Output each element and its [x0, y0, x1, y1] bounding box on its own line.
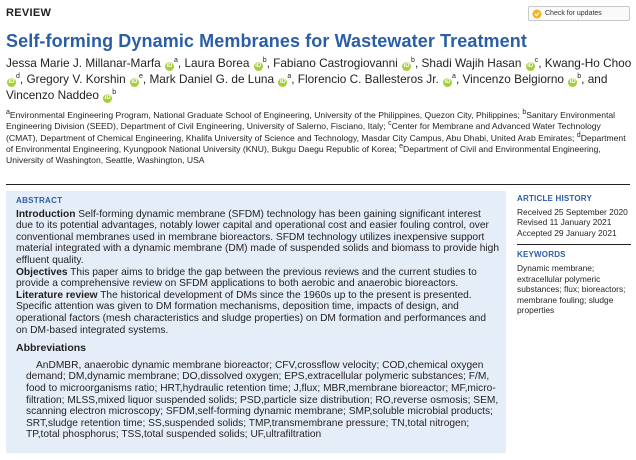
abstract-box	[6, 191, 506, 453]
sidebar-divider	[517, 244, 631, 245]
author-name[interactable]: Vincenzo Naddeo $iD^b$	[6, 88, 117, 102]
author-name[interactable]: Mark Daniel G. de Luna $iD^a$	[149, 72, 292, 86]
orcid-icon[interactable]: iD	[255, 63, 262, 69]
affiliation-text: Sanitary Environmental Engineering Division (SEED), Department of Civil Engineering, University of Salerno, Fisciano, Italy;	[6, 110, 616, 132]
author-name[interactable]: Shadi Wajih Hasan $iD^c$	[421, 56, 539, 70]
affiliation-text: Environmental Engineering Program, National Graduate School of Engineering, University of the Philippines, Quezon City, Philippines;	[9, 110, 523, 120]
orcid-icon[interactable]: iD	[527, 63, 534, 69]
author-list: Jessa Marie J. Millanar-Marfa $iD^a$, Laura Borea $iD^b$, Fabiano Castrogiovanni $iD^b$, Shadi Wajih Hasan $iD^c$, Kwang-Ho Choo $iD^d$, Gregory V. Korshin $iD^e$, Mark Daniel G. de Luna $iD^a$, Florencio C. Ballesteros Jr. $iD^a$, Vincenzo Belgiorno $iD^b$, and Vincenzo Naddeo $iD^b$	[6, 56, 632, 102]
abbreviations-heading: Abbreviations	[16, 342, 87, 355]
check-updates-button[interactable]	[528, 6, 630, 21]
divider	[6, 184, 630, 185]
abstract-objectives: Objectives This paper aims to bridge the gap between the previous reviews and the current studies to provide a comprehensive review on SFDM applications to both aerobic and anaerobic bioreactors.	[16, 266, 477, 290]
author-name[interactable]: Fabiano Castrogiovanni $iD^b$	[273, 56, 415, 70]
abstract-heading: ABSTRACT	[16, 196, 63, 205]
author-name[interactable]: Florencio C. Ballesteros Jr. $iD^a$	[297, 72, 456, 86]
orcid-icon[interactable]: iD	[569, 79, 576, 85]
affiliation-text: Department of Environmental Engineering, Kyungpook National University (KNU), Bukgu Daegu Republic of Korea;	[6, 132, 626, 154]
author-name[interactable]: Vincenzo Belgiorno $iD^b$	[462, 72, 582, 86]
orcid-icon[interactable]: iD	[131, 79, 138, 85]
abstract-literature-review: Literature review The historical development of DMs since the 1960s up to the present is presented. Specific attention was given to DM formation mechanisms, deposition time, impacts of design, and operational factors (mesh characteristics and sludge properties) on DM formation and performances and on DM-based integrated systems.	[16, 289, 486, 336]
section-label: REVIEW	[6, 7, 52, 19]
author-name[interactable]: Jessa Marie J. Millanar-Marfa $iD^a$	[6, 56, 178, 70]
orcid-icon[interactable]: iD	[104, 95, 111, 101]
article-title: Self-forming Dynamic Membranes for Wastewater Treatment	[6, 31, 527, 51]
sidebar	[517, 194, 633, 316]
orcid-icon[interactable]: iD	[8, 79, 15, 85]
orcid-icon[interactable]: iD	[444, 79, 451, 85]
affiliation-text: Department of Civil and Environmental Engineering, University of Washington, Seattle, Washington, USA	[6, 143, 601, 166]
orcid-icon[interactable]: iD	[166, 63, 173, 69]
keywords-text: Dynamic membrane; extracellular polymeric substances; flux; bioreactors; membrane fouling; sludge properties	[517, 262, 626, 316]
check-updates-label: Check for updates	[545, 10, 602, 17]
header-row	[6, 6, 630, 22]
check-updates-icon	[532, 9, 542, 19]
received-date: Received 25 September 2020	[517, 206, 628, 217]
orcid-icon[interactable]: iD	[403, 63, 410, 69]
orcid-icon[interactable]: iD	[279, 79, 286, 85]
keywords-heading: KEYWORDS	[517, 250, 566, 260]
abbreviations-text: AnDMBR, anaerobic dynamic membrane bioreactor; CFV,crossflow velocity; COD,chemical oxygen demand; DM,dynamic membrane; DO,dissolved oxygen; EPS,extracellular polymeric substances; F/M, food to microorganisms ratio; HRT,hydraulic retention time; J,flux; MBR,membrane bioreactor; MF,micro-filtration; MLSS,mixed liquor suspended solids; PSD,particle size distribution; RO,reverse osmosis; SEM, scanning electron microscopy; SFDM,self-forming dynamic membrane; SMP,soluble microbial products; SRT,sludge retention time; SS,suspended solids; TMP,transmembrane pressure; TN,total nitrogen; TP,total phosphorus; TSS,total suspended solids; UF,ultrafiltration	[26, 359, 499, 441]
accepted-date: Accepted 29 January 2021	[517, 227, 617, 238]
author-name[interactable]: Gregory V. Korshin $iD^e$	[26, 72, 143, 86]
revised-date: Revised 11 January 2021	[517, 217, 612, 228]
abstract-introduction: Introduction Self-forming dynamic membrane (SFDM) technology has been gaining significant interest due to its potential advantages, notably lower capital and operational cost and easier fouling control, over conventional membranes used in membrane bioreactors. SFDM technology utilizes inexpensive support material integrated with a dynamic membrane (DM) made of suspended solids and biomass to provide high effluent quality.	[16, 208, 500, 266]
author-name[interactable]: Laura Borea $iD^b$	[184, 56, 267, 70]
article-history-heading: ARTICLE HISTORY	[517, 194, 593, 203]
affiliation-text: Center for Membrane and Advanced Water Technology (CMAT), Department of Chemical Engineering, Khalifa University of Science and Technology, Masdar City Campus, Abu Dhabi, United Arab Emirates;	[6, 121, 601, 143]
author-name[interactable]: Kwang-Ho Choo $iD^d$	[8, 56, 632, 85]
affiliations: $^a$Environmental Engineering Program, National Graduate School of Engineering, University of the Philippines, Quezon City, Philippines; $^b$Sanitary Environmental Engineering Division (SEED), Department of Civil Engineering, University of Salerno, Fisciano, Italy; $^c$Center for Membrane and Advanced Water Technology (CMAT), Department of Chemical Engineering, Khalifa University of Science and Technology, Masdar City Campus, Abu Dhabi, United Arab Emirates; $^d$Department of Environmental Engineering, Kyungpook National University (KNU), Bukgu Daegu Republic of Korea; $^e$Department of Civil and Environmental Engineering, University of Washington, Seattle, Washington, USA	[6, 109, 626, 166]
